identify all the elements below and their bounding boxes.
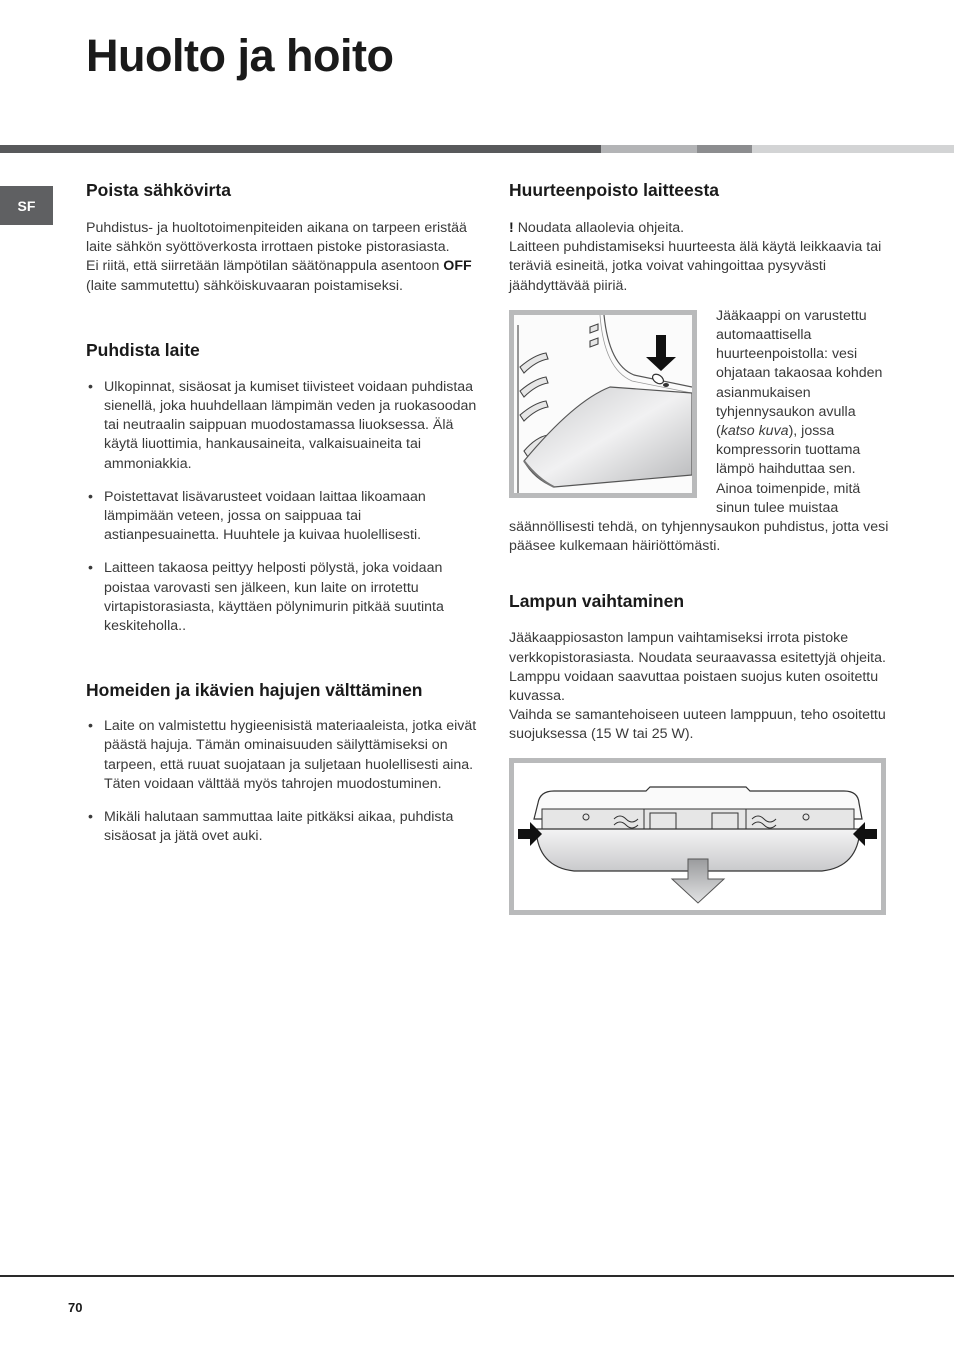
list-item: • Laite on valmistettu hygieenisistä materiaaleista, jotka eivät päästä hajuja. Tämän ominaisuuden säilyttämiseksi on tarpeen, että ruuat suojataan ja suljetaan huolellisesti aina. Täten voidaan välttää myös tahrojen muodostuminen. xyxy=(86,717,478,794)
puhdista-list xyxy=(86,378,478,636)
section-heading-puhdista: Puhdista laite xyxy=(86,339,200,360)
defrost-block xyxy=(509,307,894,557)
list-item: • Ulkopinnat, sisäosat ja kumiset tiivisteet voidaan puhdistaa sienellä, joka huuhdellaan lämpimän veden ja ruokasoodan tai neutraalin saippuan muodostamassa liuoksessa. Älä käytä liuottimia, hankausaineita, valkaisuaineita tai ammoniakkia. xyxy=(86,378,478,474)
lampun-paragraph-2: Lamppu voidaan saavuttaa poistaen suojus kuten osoitettu kuvassa. xyxy=(509,668,879,705)
arrow-shaft xyxy=(656,335,666,357)
header-bar-light xyxy=(601,145,697,153)
header-bar-mid xyxy=(697,145,752,153)
defrost-text-after: ), jossa kompressorin tuottama lämpö haihduttaa sen. Ainoa toimenpide, mitä sinun tulee muistaa säännöllisesti tehdä, on tyhjennysaukon puhdistus, jotta vesi pääsee kulkemaan häiriöttömästi. xyxy=(509,423,889,555)
defrost-text-before: Jääkaappi on varustettu automaattisella huurteenpoistolla: vesi ohjataan takaosaa kohden asianmukaisen tyhjennysaukon avulla ( xyxy=(716,307,883,440)
warning-mark: ! xyxy=(509,220,514,236)
lampun-paragraph-3: Vaihda se samantehoiseen uuteen lamppuun, teho osoitettu suojuksessa (15 W tai 25 W). xyxy=(509,707,886,743)
header-bar-pale xyxy=(752,145,954,153)
header-bar-dark xyxy=(0,145,601,153)
right-column xyxy=(509,178,894,915)
left-column xyxy=(86,178,478,846)
huurre-paragraph-1: Laitteen puhdistamiseksi huurteesta älä käytä leikkaavia tai teräviä esineitä, jotka voivat vahingoittaa pysyvästi jäähdyttävää piiriä. xyxy=(509,239,882,294)
lamp-cover-illustration xyxy=(514,763,881,910)
see-figure-text: katso kuva xyxy=(720,423,789,440)
language-tab: SF xyxy=(0,186,53,225)
drain-hole-figure xyxy=(509,310,697,498)
page-number: 70 xyxy=(68,1300,83,1315)
list-item: • Laitteen takaosa peittyy helposti pölystä, joka voidaan poistaa varovasti sen jälkeen, kun laite on irrotettu virtapistorasiasta, käyttäen pölynimurin pitkää suutinta keskiteholla.. xyxy=(86,559,478,636)
lamp-cover-figure xyxy=(509,758,886,915)
section-heading-huurteenpoisto: Huurteenpoisto laitteesta xyxy=(509,180,720,200)
section-heading-poista: Poista sähkövirta xyxy=(86,180,231,200)
list-item: • Poistettavat lisävarusteet voidaan laittaa likoamaan lämpimään veteen, jossa on saippuaa tai astianpesuainetta. Huuhtele ja kuivaa huolellisesti. xyxy=(86,488,478,546)
list-item: • Mikäli halutaan sammuttaa laite pitkäksi aikaa, puhdista sisäosat ja jätä ovet auki. xyxy=(86,808,478,846)
poista-paragraph-1: Puhdistus- ja huoltotoimenpiteiden aikana on tarpeen eristää laite sähkön syöttöverkosta irrottaen pistoke pistorasiasta. xyxy=(86,220,467,256)
poista-p2-start: Ei riitä, että siirretään lämpötilan säätönappula asentoon xyxy=(86,258,440,275)
homeiden-list xyxy=(86,717,478,846)
huurre-warning xyxy=(509,219,894,238)
lampun-paragraph-1: Jääkaappiosaston lampun vaihtamiseksi irrota pistoke verkkopistorasiasta. Noudata seuraavassa esitettyjä ohjeita. xyxy=(509,630,886,666)
off-label: OFF xyxy=(443,258,472,275)
footer-rule xyxy=(0,1275,954,1277)
fridge-interior-illustration xyxy=(514,315,692,493)
poista-p2-end: (laite sammutettu) sähköiskuvaaran poistamiseksi. xyxy=(86,277,403,294)
page-title: Huolto ja hoito xyxy=(86,30,394,81)
poista-paragraph-2 xyxy=(86,257,478,295)
warning-text: Noudata allaolevia ohjeita. xyxy=(517,220,685,236)
section-heading-lampun: Lampun vaihtaminen xyxy=(509,591,685,612)
section-heading-homeiden: Homeiden ja ikävien hajujen välttäminen xyxy=(86,680,423,701)
